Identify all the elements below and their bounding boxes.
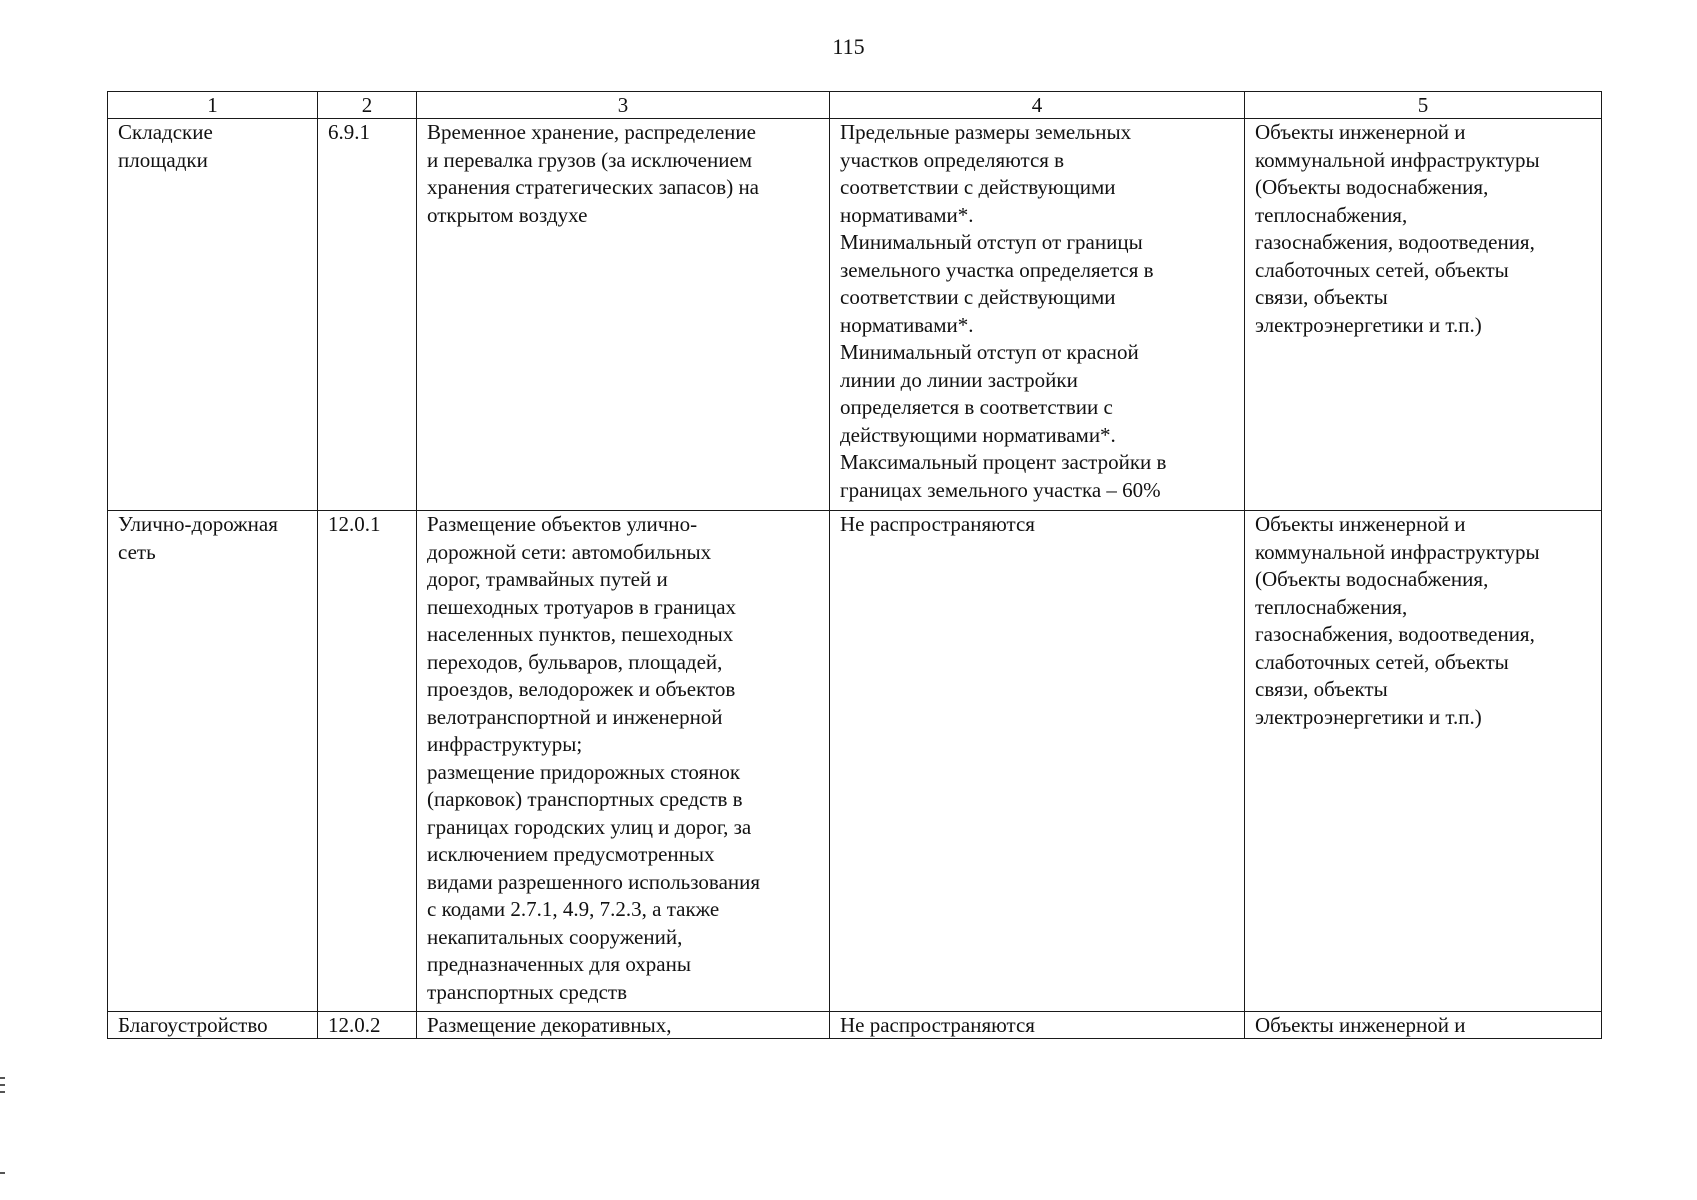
cell-text-line: Складские	[118, 120, 213, 144]
cell-text-line: проездов, велодорожек и объектов	[427, 677, 736, 701]
cell-text-line: теплоснабжения,	[1255, 202, 1408, 227]
scan-margin-mark	[0, 1091, 5, 1093]
cell-text-line: коммунальной инфраструктуры	[1255, 147, 1540, 172]
cell-text-line: определяется в соответствии с	[840, 395, 1113, 419]
cell-text-line: Улично-дорожная	[118, 512, 278, 536]
cell-text-line: Минимальный отступ от красной	[840, 340, 1139, 364]
cell-text-line: исключением предусмотренных	[427, 842, 715, 866]
cell-text-line: транспортных средств	[427, 979, 628, 1004]
cell-text-line: с кодами 2.7.1, 4.9, 7.2.3, а также	[427, 897, 720, 921]
scan-margin-mark	[0, 1172, 5, 1174]
cell-text-line: велотранспортной и инженерной	[427, 704, 723, 729]
cell-text-line: населенных пунктов, пешеходных	[427, 622, 734, 646]
cell-text-line: Не распространяются	[840, 1013, 1035, 1037]
cell-text-line: некапитальных сооружений,	[427, 924, 683, 949]
cell-text-line: размещение придорожных стоянок	[427, 759, 741, 784]
cell-text-line: соответствии с действующими	[840, 175, 1116, 199]
cell-text-line: переходов, бульваров, площадей,	[427, 649, 723, 674]
cell-text-line: Предельные размеры земельных	[840, 120, 1132, 144]
accessory-uses-cell	[1245, 511, 1602, 1012]
cell-text-line: Минимальный отступ от границы	[840, 230, 1143, 254]
cell-text-line: связи, объекты	[1255, 285, 1388, 309]
cell-text-line: нормативами*.	[840, 312, 974, 337]
cell-text-line: коммунальной инфраструктуры	[1255, 539, 1540, 564]
cell-text-line: нормативами*.	[840, 202, 974, 227]
use-name-cell	[108, 119, 318, 511]
cell-text-line: площадки	[118, 147, 208, 172]
cell-text-line: линии до линии застройки	[840, 367, 1078, 392]
accessory-uses-cell	[1245, 1012, 1602, 1039]
table-row	[108, 1012, 1602, 1039]
use-parameters-cell	[830, 119, 1245, 511]
table-row	[108, 119, 1602, 511]
cell-text-line: сеть	[118, 539, 156, 564]
use-code-cell: 12.0.2	[318, 1012, 417, 1039]
accessory-uses-cell	[1245, 119, 1602, 511]
cell-text-line: (Объекты водоснабжения,	[1255, 175, 1489, 199]
cell-text-line: связи, объекты	[1255, 677, 1388, 701]
cell-text-line: дорожной сети: автомобильных	[427, 539, 712, 564]
cell-text-line: теплоснабжения,	[1255, 594, 1408, 619]
cell-text-line: Объекты инженерной и	[1255, 512, 1466, 536]
page-number: 115	[832, 34, 865, 59]
cell-text-line: газоснабжения, водоотведения,	[1255, 622, 1535, 646]
cell-text-line: газоснабжения, водоотведения,	[1255, 230, 1535, 254]
column-header-4: 4	[830, 92, 1245, 119]
use-parameters-cell	[830, 1012, 1245, 1039]
cell-text-line: хранения стратегических запасов) на	[427, 175, 760, 199]
cell-text-line: участков определяются в	[840, 147, 1065, 172]
cell-text-line: дорог, трамвайных путей и	[427, 567, 668, 591]
use-description-cell	[417, 1012, 830, 1039]
cell-text-line: границах городских улиц и дорог, за	[427, 814, 752, 839]
cell-text-line: видами разрешенного использования	[427, 869, 761, 894]
land-use-table	[107, 91, 1602, 1039]
cell-text-line: инфраструктуры;	[427, 732, 583, 756]
column-header-5: 5	[1245, 92, 1602, 119]
table-header-row	[108, 92, 1602, 119]
cell-text-line: (парковок) транспортных средств в	[427, 787, 743, 811]
scan-margin-mark	[0, 1077, 5, 1079]
cell-text-line: Размещение объектов улично-	[427, 512, 698, 536]
cell-text-line: Объекты инженерной и	[1255, 1013, 1466, 1037]
use-description-cell	[417, 511, 830, 1012]
cell-text-line: Благоустройство	[118, 1013, 268, 1037]
cell-text-line: Объекты инженерной и	[1255, 120, 1466, 144]
column-header-2: 2	[318, 92, 417, 119]
cell-text-line: электроэнергетики и т.п.)	[1255, 312, 1482, 337]
cell-text-line: слаботочных сетей, объекты	[1255, 649, 1509, 674]
column-header-1: 1	[108, 92, 318, 119]
cell-text-line: и перевалка грузов (за исключением	[427, 147, 753, 172]
cell-text-line: Максимальный процент застройки в	[840, 450, 1167, 474]
cell-text-line: Временное хранение, распределение	[427, 120, 756, 144]
use-parameters-cell	[830, 511, 1245, 1012]
use-name-cell	[108, 511, 318, 1012]
table-row	[108, 511, 1602, 1012]
cell-text-line: пешеходных тротуаров в границах	[427, 594, 737, 619]
cell-text-line: Размещение декоративных,	[427, 1013, 672, 1037]
cell-text-line: Не распространяются	[840, 512, 1035, 536]
cell-text-line: открытом воздухе	[427, 202, 588, 227]
cell-text-line: земельного участка определяется в	[840, 257, 1154, 282]
use-code-cell: 12.0.1	[318, 511, 417, 1012]
column-header-3: 3	[417, 92, 830, 119]
cell-text-line: электроэнергетики и т.п.)	[1255, 704, 1482, 729]
use-name-cell	[108, 1012, 318, 1039]
cell-text-line: (Объекты водоснабжения,	[1255, 567, 1489, 591]
cell-text-line: границах земельного участка – 60%	[840, 477, 1161, 502]
cell-text-line: действующими нормативами*.	[840, 422, 1116, 447]
scan-margin-mark	[0, 1084, 5, 1086]
use-description-cell	[417, 119, 830, 511]
cell-text-line: слаботочных сетей, объекты	[1255, 257, 1509, 282]
cell-text-line: соответствии с действующими	[840, 285, 1116, 309]
use-code-cell: 6.9.1	[318, 119, 417, 511]
cell-text-line: предназначенных для охраны	[427, 952, 691, 976]
